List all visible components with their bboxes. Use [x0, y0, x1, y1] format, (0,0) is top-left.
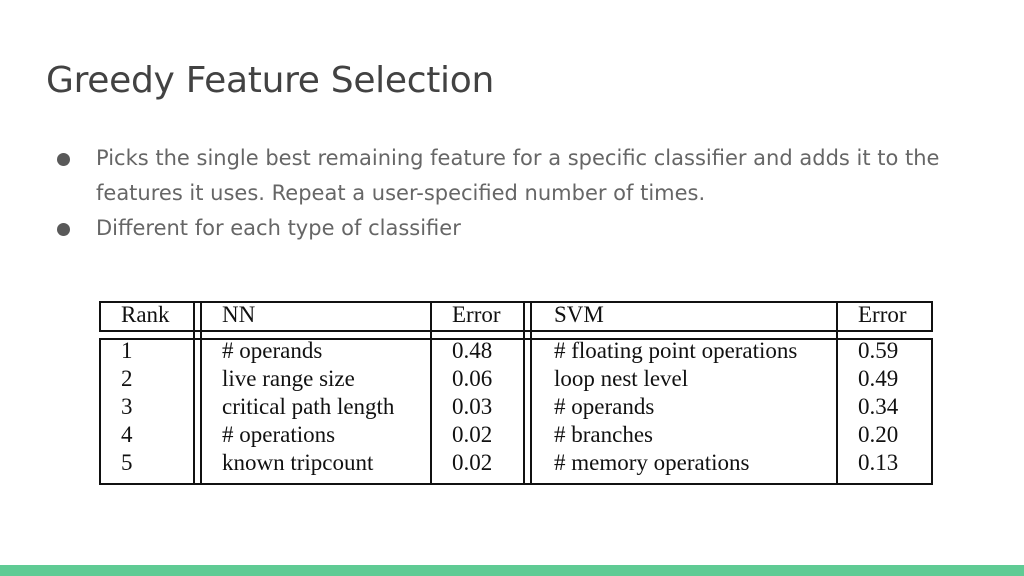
cell-svm-feature: # floating point operations — [554, 338, 798, 363]
cell-nn-feature: critical path length — [222, 394, 395, 419]
bullet-text: Different for each type of classifier — [96, 216, 461, 240]
header-svm: SVM — [554, 302, 604, 327]
column-divider — [523, 301, 525, 485]
cell-rank: 4 — [121, 422, 133, 447]
feature-ranking-table — [99, 301, 933, 485]
header-nn: NN — [222, 302, 256, 327]
cell-nn-feature: # operations — [222, 422, 336, 447]
bullet-dot-icon — [57, 223, 70, 236]
column-divider — [430, 301, 432, 485]
cell-rank: 1 — [121, 338, 133, 363]
cell-nn-feature: known tripcount — [222, 450, 374, 475]
cell-nn-error: 0.03 — [452, 394, 493, 419]
cell-nn-error: 0.02 — [452, 422, 493, 447]
cell-svm-error: 0.49 — [858, 366, 899, 391]
column-divider — [836, 301, 838, 485]
cell-svm-error: 0.34 — [858, 394, 899, 419]
bullet-text: Picks the single best remaining feature for a specific classifier and adds it to the features it uses. Repeat a user-specified number of times. — [96, 146, 940, 205]
cell-nn-error: 0.48 — [452, 338, 493, 363]
cell-rank: 3 — [121, 394, 133, 419]
bullet-item — [96, 211, 976, 246]
cell-svm-feature: # operands — [554, 394, 655, 419]
column-divider — [200, 301, 202, 485]
bullet-item — [96, 141, 976, 211]
cell-svm-error: 0.59 — [858, 338, 899, 363]
cell-nn-feature: live range size — [222, 366, 355, 391]
header-nn-error: Error — [452, 302, 501, 327]
bullet-dot-icon — [57, 153, 70, 166]
cell-svm-error: 0.20 — [858, 422, 899, 447]
cell-svm-feature: # memory operations — [554, 450, 750, 475]
header-rank: Rank — [121, 302, 170, 327]
footer-accent-bar — [0, 565, 1024, 576]
column-divider — [530, 301, 532, 485]
cell-nn-feature: # operands — [222, 338, 323, 363]
cell-rank: 2 — [121, 366, 133, 391]
cell-nn-error: 0.02 — [452, 450, 493, 475]
slide-title: Greedy Feature Selection — [46, 60, 494, 101]
cell-nn-error: 0.06 — [452, 366, 493, 391]
bullet-list — [96, 141, 976, 246]
header-svm-error: Error — [858, 302, 907, 327]
cell-svm-feature: loop nest level — [554, 366, 689, 391]
column-divider — [193, 301, 195, 485]
cell-svm-feature: # branches — [554, 422, 653, 447]
cell-rank: 5 — [121, 450, 133, 475]
cell-svm-error: 0.13 — [858, 450, 899, 475]
